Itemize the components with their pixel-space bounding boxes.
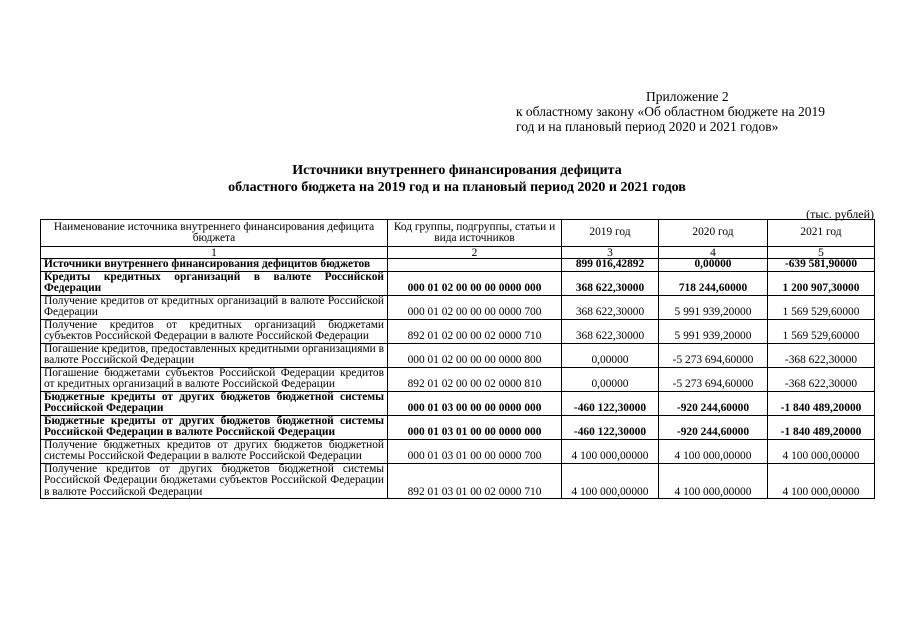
units-label: (тыс. рублей) bbox=[806, 207, 874, 221]
value-2019-cell: 368 622,30000 bbox=[562, 295, 659, 319]
value-2021-cell: 1 569 529,60000 bbox=[768, 295, 875, 319]
column-number-row bbox=[41, 247, 875, 259]
source-code-cell: 000 01 03 01 00 00 0000 000 bbox=[388, 415, 562, 439]
value-2019-cell: -460 122,30000 bbox=[562, 415, 659, 439]
value-2021-cell: -368 622,30000 bbox=[768, 343, 875, 367]
value-2019-cell: 899 016,42892 bbox=[562, 259, 659, 272]
source-name-cell: Бюджетные кредиты от других бюджетов бюджетной системы Российской Федерации bbox=[41, 391, 388, 415]
value-2021-cell: -1 840 489,20000 bbox=[768, 415, 875, 439]
column-number: 1 bbox=[41, 247, 388, 259]
value-2021-cell: 1 200 907,30000 bbox=[768, 271, 875, 295]
value-2019-cell: 368 622,30000 bbox=[562, 319, 659, 343]
value-2020-cell: 5 991 939,20000 bbox=[659, 295, 768, 319]
value-2019-cell: 0,00000 bbox=[562, 343, 659, 367]
header-source-name: Наименование источника внутреннего финансирования дефицита бюджета bbox=[41, 220, 388, 247]
value-2019-cell: 4 100 000,00000 bbox=[562, 463, 659, 499]
source-code-cell: 000 01 03 01 00 00 0000 700 bbox=[388, 439, 562, 463]
table-row bbox=[41, 319, 875, 343]
table-row bbox=[41, 343, 875, 367]
table-row bbox=[41, 391, 875, 415]
column-number: 4 bbox=[659, 247, 768, 259]
source-name-cell: Получение кредитов от других бюджетов бюджетной системы Российской Федерации бюджетами субъектов Российской Федерации в валюте Российской Федерации bbox=[41, 463, 388, 499]
header-code: Код группы, подгруппы, статьи и вида источников bbox=[388, 220, 562, 247]
document-title-line1: Источники внутреннего финансирования дефицита bbox=[292, 163, 622, 178]
value-2020-cell: -5 273 694,60000 bbox=[659, 343, 768, 367]
source-name-cell: Получение бюджетных кредитов от других бюджетов бюджетной системы Российской Федерации в валюте Российской Федерации bbox=[41, 439, 388, 463]
appendix-number: Приложение 2 bbox=[646, 89, 729, 104]
header-2020: 2020 год bbox=[659, 220, 768, 247]
value-2019-cell: 0,00000 bbox=[562, 367, 659, 391]
value-2021-cell: 1 569 529,60000 bbox=[768, 319, 875, 343]
source-name-cell: Бюджетные кредиты от других бюджетов бюджетной системы Российской Федерации в валюте Российской Федерации bbox=[41, 415, 388, 439]
source-code-cell: 892 01 02 00 00 02 0000 710 bbox=[388, 319, 562, 343]
value-2019-cell: 368 622,30000 bbox=[562, 271, 659, 295]
appendix-header bbox=[516, 89, 886, 134]
source-name-cell: Источники внутреннего финансирования дефицитов бюджетов bbox=[41, 259, 388, 272]
value-2020-cell: 5 991 939,20000 bbox=[659, 319, 768, 343]
appendix-law-line: к областному закону «Об областном бюджете на 2019 bbox=[516, 104, 825, 119]
source-code-cell: 000 01 02 00 00 00 0000 800 bbox=[388, 343, 562, 367]
document-title bbox=[40, 162, 874, 196]
source-name-cell: Кредиты кредитных организаций в валюте Российской Федерации bbox=[41, 271, 388, 295]
value-2020-cell: 4 100 000,00000 bbox=[659, 463, 768, 499]
value-2021-cell: -639 581,90000 bbox=[768, 259, 875, 272]
value-2021-cell: 4 100 000,00000 bbox=[768, 463, 875, 499]
value-2019-cell: -460 122,30000 bbox=[562, 391, 659, 415]
header-2021: 2021 год bbox=[768, 220, 875, 247]
source-code-cell: 000 01 02 00 00 00 0000 000 bbox=[388, 271, 562, 295]
value-2021-cell: -368 622,30000 bbox=[768, 367, 875, 391]
value-2021-cell: -1 840 489,20000 bbox=[768, 391, 875, 415]
table-row bbox=[41, 367, 875, 391]
value-2019-cell: 4 100 000,00000 bbox=[562, 439, 659, 463]
table-header-row bbox=[41, 220, 875, 247]
table-row bbox=[41, 271, 875, 295]
column-number: 5 bbox=[768, 247, 875, 259]
table-row bbox=[41, 259, 875, 272]
value-2020-cell: -920 244,60000 bbox=[659, 415, 768, 439]
source-code-cell: 892 01 03 01 00 02 0000 710 bbox=[388, 463, 562, 499]
table-row bbox=[41, 415, 875, 439]
appendix-period-line: год и на плановый период 2020 и 2021 годов» bbox=[516, 119, 779, 134]
value-2021-cell: 4 100 000,00000 bbox=[768, 439, 875, 463]
source-name-cell: Получение кредитов от кредитных организаций в валюте Российской Федерации bbox=[41, 295, 388, 319]
source-name-cell: Погашение кредитов, предоставленных кредитными организациями в валюте Российской Федерации bbox=[41, 343, 388, 367]
value-2020-cell: 718 244,60000 bbox=[659, 271, 768, 295]
financing-sources-table bbox=[40, 219, 875, 499]
column-number: 2 bbox=[388, 247, 562, 259]
table-row bbox=[41, 439, 875, 463]
source-code-cell bbox=[388, 259, 562, 272]
source-name-cell: Погашение бюджетами субъектов Российской Федерации кредитов от кредитных организаций в валюте Российской Федерации bbox=[41, 367, 388, 391]
table-row bbox=[41, 295, 875, 319]
value-2020-cell: 0,00000 bbox=[659, 259, 768, 272]
document-title-line2: областного бюджета на 2019 год и на плановый период 2020 и 2021 годов bbox=[228, 180, 686, 195]
table-row bbox=[41, 463, 875, 499]
value-2020-cell: -920 244,60000 bbox=[659, 391, 768, 415]
source-code-cell: 000 01 03 00 00 00 0000 000 bbox=[388, 391, 562, 415]
header-2019: 2019 год bbox=[562, 220, 659, 247]
column-number: 3 bbox=[562, 247, 659, 259]
source-code-cell: 892 01 02 00 00 02 0000 810 bbox=[388, 367, 562, 391]
value-2020-cell: -5 273 694,60000 bbox=[659, 367, 768, 391]
value-2020-cell: 4 100 000,00000 bbox=[659, 439, 768, 463]
source-code-cell: 000 01 02 00 00 00 0000 700 bbox=[388, 295, 562, 319]
source-name-cell: Получение кредитов от кредитных организаций бюджетами субъектов Российской Федерации в валюте Российской Федерации bbox=[41, 319, 388, 343]
